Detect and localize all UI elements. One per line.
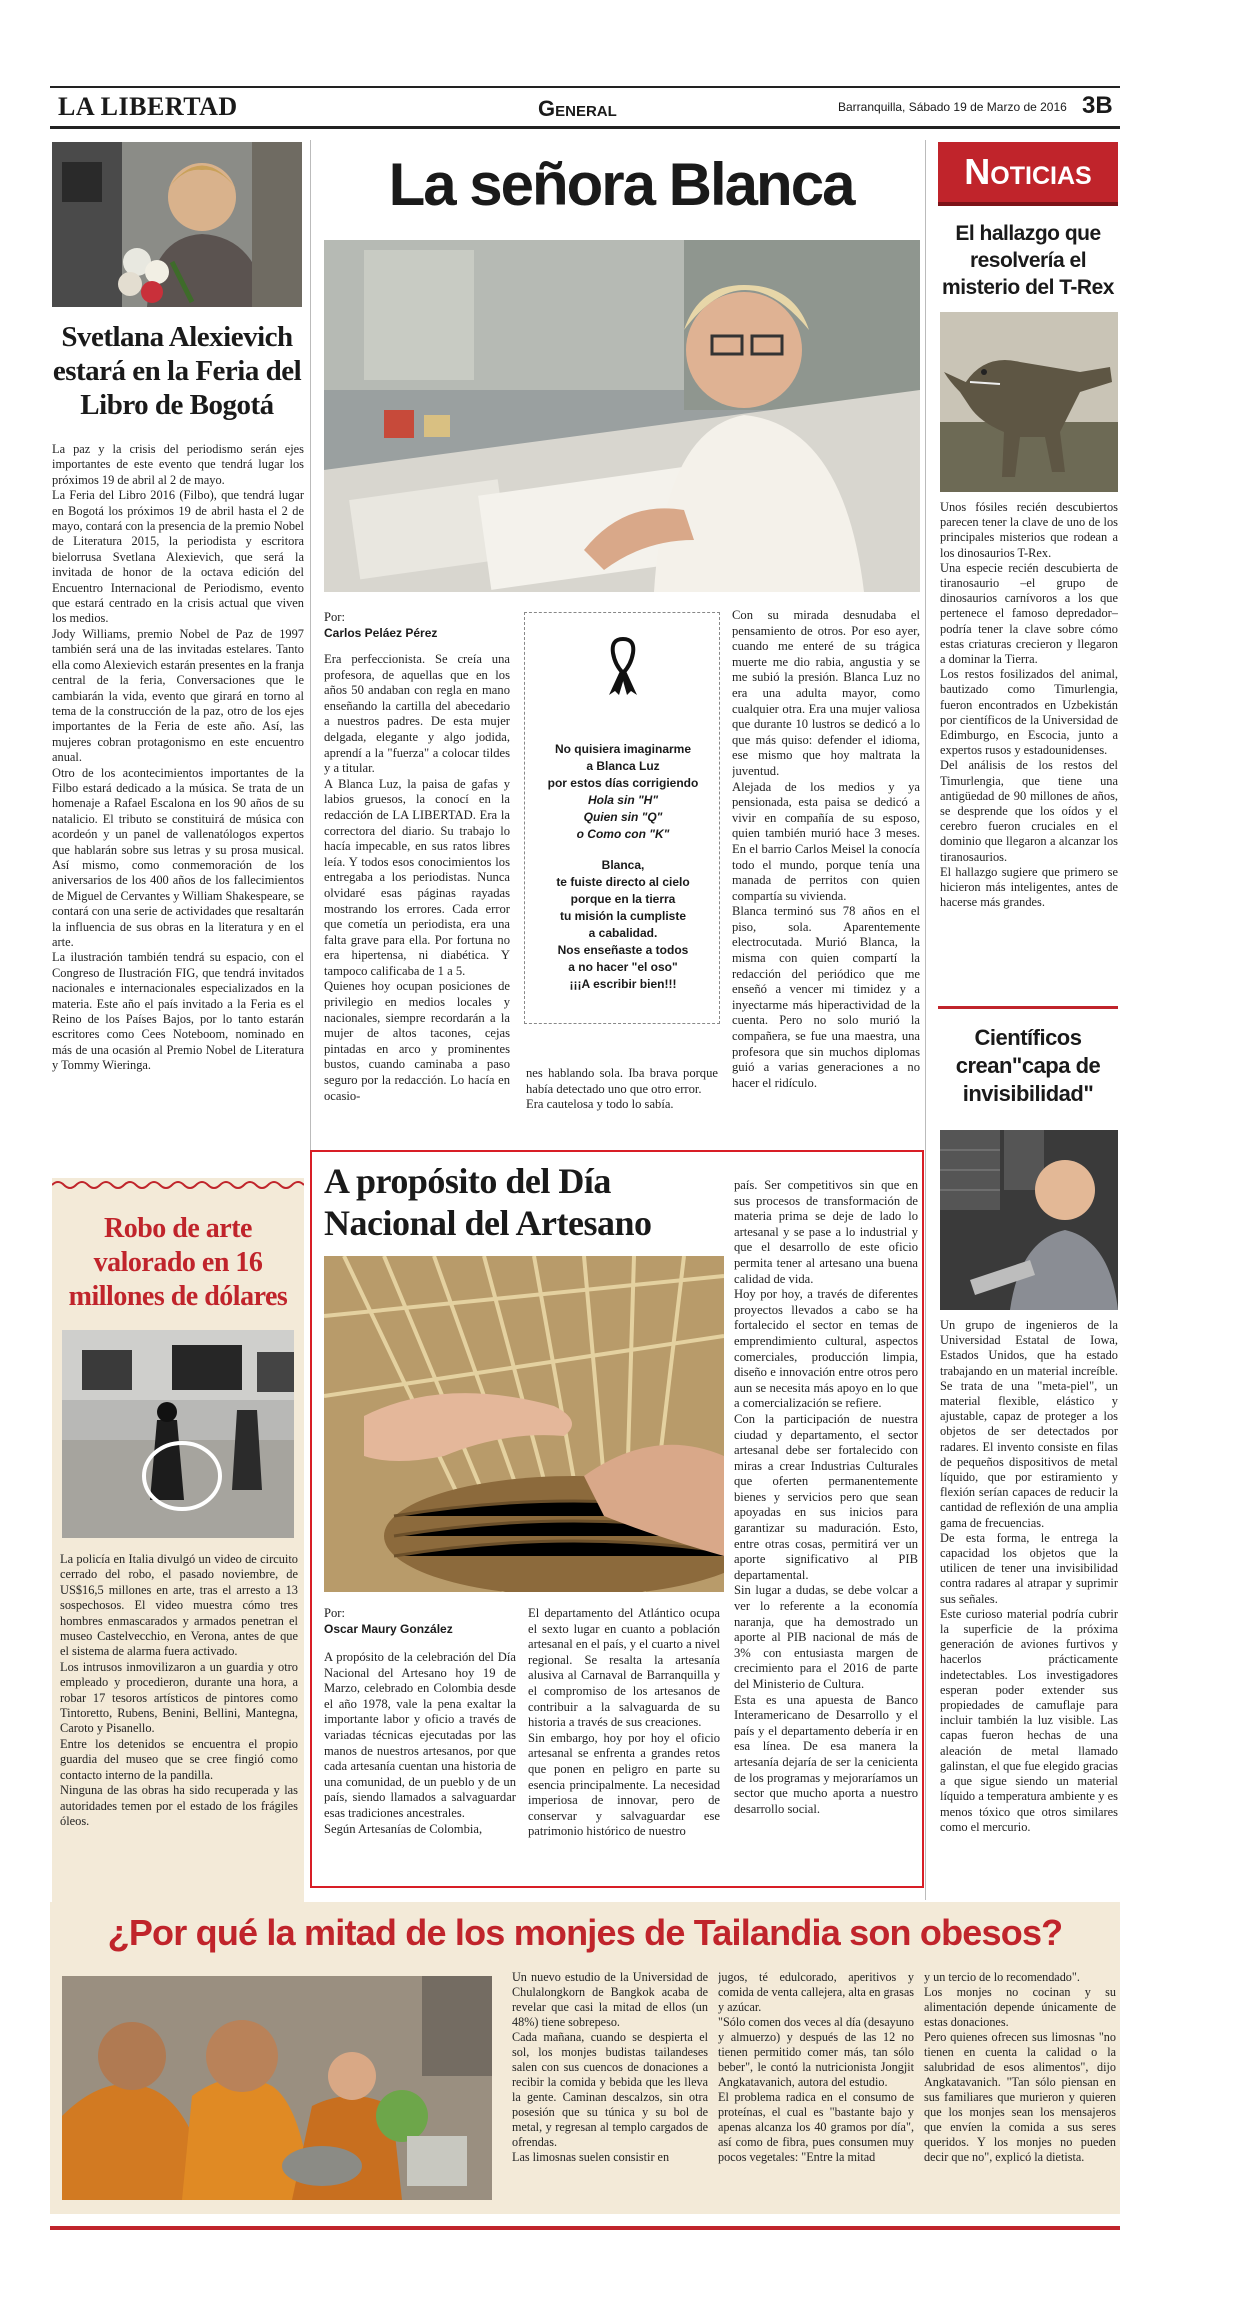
blanca-byline: Carlos Peláez Pérez [324,626,438,640]
robo-body: La policía en Italia divulgó un video de circuito cerrado del robo, el pasado noviembre, de US$16,5 millones en arte, tras el arresto a 13 sospechosos. El video muestra cómo tres hombres enmascarados y armados penetran el museo Castelvecchio, en Verona, antes de que el sistema de alarma fuera activado. Los intrusos inmovilizaron a un guardia y otro empleado y procedieron, durante una hora, a robar 17 tesoros artísticos de pintores como Tintoretto, Rubens, Benini, Bellini, Mantegna, Caroto y Pisanello. Entre los detenidos se encuentra el propio guardia del museo que se cree fingió como contacto interno de la pandilla. Ninguna de las obras ha sido recuperada y las autoridades temen por el estado de los frágiles óleos. [60,1552,298,1828]
quote-line: a no hacer "el oso" [568,960,678,974]
blanca-photo [324,240,920,592]
quote-line: Nos enseñaste a todos [557,943,689,957]
blanca-col1: Era perfeccionista. Se creía una profesora, de aquellas que en los años 50 andaban con regla en mano enseñando la cartilla del abecedario a nuestros padres. De esta mujer delgada, elegante y algo jodida, aprendí a la "fuerza" a colocar tildes y a titular. A Blanca Luz, la paisa de gafas y labios gruesos, la conocí en la redacción de LA LIBERTAD. Era la correctora del diario. Su trabajo lo hacía impecable, en sus ratos libres leía. Y todos esos conocimientos los entregaba a los periodistas. Nunca olvidaré esas páginas rayadas mostrando los errores. Cada error que cometía un periodista, era una falta grave para ella. Por fortuna no era hipertensa, ni diabética. Y tampoco calificaba de 1 a 5. Quienes hoy ocupan posiciones de privilegio en medios locales y nacionales, siempre recordarán a la mujer de altos tacones, cejas pintadas en arco y prominentes bustos, cuando caminaba a paso seguro por la redacción. Lo hacía en ocasio- [324,652,510,1103]
section-name: General [538,96,617,121]
column-divider [925,140,926,1900]
blanca-byline-block [324,610,437,641]
monjes-col1: Un nuevo estudio de la Universidad de Chulalongkorn de Bangkok acaba de revelar que casi la mitad de ellos (un 48%) tiene sobrepeso. Cada mañana, cuando se despierta el sol, los monjes budistas tailandeses salen con sus cuencos de donaciones a recibir la comida y bebida que les lleva la gente. Caminan descalzos, sin otra posesión que su túnica y su bol de metal, y regresan al templo cargados de ofrendas. Las limosnas suelen consistir en [512,1970,708,2164]
artesano-byline-label: Por: [324,1606,345,1620]
trex-photo [940,312,1118,492]
quote-line: o Como con "K" [576,827,670,841]
svetlana-photo [52,142,302,307]
monjes-col2: jugos, té edulcorado, aperitivos y comida de venta callejera, alta en grasas y azúcar. "Sólo comen dos veces al día (desayuno y almuerzo) y después de las 12 no tienen permitido comer más, tan sólo beber", le contó la nutricionista Jongjit Angkatavanich, autora del estudio. El problema radica en el consumo de proteínas, el cual es "bastante bajo y apenas alcanza los 40 gramos por día", así como de fibra, pues consumen muy pocos vegetales: "Entre la mitad [718,1970,914,2164]
blanca-col2-tail: nes hablando sola. Iba brava porque había detectado uno que otro error. Era cautelosa y todo lo sabía. [526,1066,718,1112]
ribbon-icon [605,633,641,697]
quote-line: No quisiera imaginarme [554,742,692,756]
artesano-headline: A propósito del Día Nacional del Artesano [324,1161,652,1243]
blanca-quote-box [524,612,720,1024]
quote-line: a cabalidad. [588,926,658,940]
robo-wavy-rule [52,1178,304,1192]
quote-line: ¡¡¡A escribir bien!!! [569,977,677,991]
robo-headline: Robo de arte valorado en 16 millones de dólares [68,1213,288,1312]
quote-line: Quien sin "Q" [583,810,663,824]
quote-line: te fuiste directo al cielo [556,875,690,889]
svetlana-headline: Svetlana Alexievich estará en la Feria del Libro de Bogotá [52,321,302,421]
cient-body: Un grupo de ingenieros de la Universidad Estatal de Iowa, Estados Unidos, que ha estado trabajando en un material increíble. Se trata de una "meta-piel", un material flexible, elástico y ajustable, capaz de proteger a los objetos de ser detectados por radares. El invento consiste en filas de pequeños dispositivos de metal líquido, que por estiramiento y flexión serían capaces de reducir la cantidad de reflexión de una amplia gama de frecuencias. De esta forma, le entrega la capacidad los objetos que la utilicen de tener una invisibilidad contra radares al atrapar y suprimir sus señales. Este curioso material podría cubrir la superficie de la próxima generación de aviones furtivos y hacerlos prácticamente indetectables. Los investigadores esperan poder extender sus propiedades de camuflaje para incluir también la luz visible. Las capas fueron hechas de una aleación de metal llamado galinstan, el que fue elegido gracias a que sigue siendo un material líquido a temperatura ambiente y es menos tóxico que otros similares como el mercurio. [940,1318,1118,1834]
column-divider [310,140,311,1160]
masthead [50,90,1120,124]
paper-name: LA LIBERTAD [58,92,238,121]
artesano-byline-block [324,1606,453,1637]
quote-line: Blanca, [601,858,645,872]
blanca-headline: La señora Blanca [388,151,854,218]
trex-body: Unos fósiles recién descubiertos parecen tener la clave de uno de los principales misterios que rodean a los dinosaurios T-Rex. Una especie recién descubierta de tiranosaurio –el grupo de dinosaurios carnívoros a los que pertenece el famoso depredador– podría tener la clave sobre cómo estas criaturas crecieron y llegaron a dominar la Tierra. Los restos fosilizados del animal, bautizado como Timurlengia, fueron encontrados en Uzbekistán por científicos de la Universidad de Edimburgo, en Escocia, junto a expertos rusos y estadounidenses. Del análisis de los restos del Timurlengia, que tiene una antigüedad de 90 millones de años, se desprende que los oídos y el cerebro fueron cruciales en el dominio que llegaron a alcanzar los tiranosaurios. El hallazgo sugiere que primero se hicieron más inteligentes, antes de hacerse más grandes. [940,500,1118,910]
quote-line [525,843,721,857]
blanca-quote-lines [525,741,721,993]
monjes-headline: ¿Por qué la mitad de los monjes de Tailandia son obesos? [107,1912,1063,1953]
dateline: Barranquilla, Sábado 19 de Marzo de 2016 [838,100,1067,114]
robo-cctv-photo [62,1330,294,1538]
quote-line: tu misión la cumpliste [559,909,687,923]
artesano-col2: El departamento del Atlántico ocupa el sexto lugar en cuanto a población artesanal en el país, y el cuarto a nivel regional. Se resalta la artesanía alusiva al Carnaval de Barranquilla y el compromiso de los artesanos de contribuir a la salvaguarda de su historia a través de sus creaciones. Sin embargo, hoy por hoy el oficio artesanal se enfrenta a grandes retos que ponen en peligro en parte su esencia principalmente. La necesidad imperiosa de innovar, pero de conservar y salvaguardar ese patrimonio histórico de nuestro [528,1606,720,1839]
quote-line: Hola sin "H" [587,793,659,807]
masthead-rule-top [50,86,1120,88]
trex-headline: El hallazgo que resolvería el misterio del T-Rex [942,222,1114,299]
quote-line: a Blanca Luz [586,759,660,773]
blanca-byline-label: Por: [324,610,345,624]
artesano-col3: país. Ser competitivos sin que en sus procesos de transformación de materia prima se deje de lado lo artesanal y se pase a lo industrial y que el desarrollo de este oficio permita tener al artesano una buena calidad de vida. Hoy por hoy, a través de diferentes proyectos llevados a cabo se ha fortalecido el sector en temas de emprendimiento cultural, aspectos comerciales, producción limpia, diseño e innovación entre otros pero aun se necesita más apoyo en lo que a comercialización se refiere. Con la participación de nuestra ciudad y departamento, el sector artesanal debe ser fortalecido con miras a crear Industrias Culturales que oferten permanentemente bienes y servicios pero que sean apoyadas en sus inicios para garantizar su maduración. Esto, entre otras cosas, permitirá ver un aporte significativo al PIB departamental. Sin lugar a dudas, se debe volcar a ver lo referente a la economía naranja, que ha demostrado un aporte al PIB nacional de más de 3% con entusiasta margen de crecimiento para el 2016 de parte del Ministerio de Cultura. Esta es una apuesta de Banco Interamericano de Desarrollo y el país y el departamento debería ir en esa línea. De esa manera la artesanía dejaría de ser la cenicienta de los programas y mejoraríamos un sector que mucho aporta a nuestro desarrollo social. [734,1178,918,1816]
monjes-photo [62,1976,492,2200]
noticias-label: Noticias [964,151,1092,192]
noticias-banner [938,142,1118,206]
quote-line: por estos días corrigiendo [547,776,699,790]
svetlana-body: La paz y la crisis del periodismo serán ejes importantes de este evento que tendrá lugar los próximos 19 de abril al 2 de mayo. La Feria del Libro 2016 (Filbo), que tendrá lugar en Bogotá los próximos 19 de abril hasta el 2 de mayo, contará con la presencia de la premio Nobel de Literatura 2015, la periodista y escritora bielorrusa Svetlana Alexievich, que será la invitada de honor de la octava edición del Encuentro Internacional de Periodismo, evento que estará centrado en la crisis actual que viven los medios. Jody Williams, premio Nobel de Paz de 1997 también será una de las invitadas estelares. Tanto ella como Alexievich estarán presentes en la franja central de la feria, Conversaciones que le cambiarán la vida, evento que girará en torno al tema de la construcción de la paz, otro de los ejes importantes de la Feria de este año. Así, las mujeres cobran protagonismo en este encuentro anual. Otro de los acontecimientos importantes de la Filbo estará dedicado a la música. Se trata de un homenaje a Rafael Escalona en los 90 años de su natalicio. El tributo se constituirá de música con acordeón y un panel de vallenatólogos expertos que hablarán sobre sus letras y su prosa musical. Así mismo, como conmemoración de los aniversarios de los 400 años de los fallecimientos de Miguel de Cervantes y William Shakespeare, se contará con una serie de actividades que resaltarán la influencia de sus obras en la literatura y en el arte. La ilustración también tendrá su espacio, con el Congreso de Ilustración FIG, que tendrá invitados nacionales e internacionales especializados en la materia. Este año el país invitado a la Feria es el Reino de los Países Bajos, por lo tanto estarán escritores como Cees Noteboom, nominado en más de una ocasión al Premio Nobel de Literatura y Tommy Wieringa. [52,442,304,1073]
cient-photo [940,1130,1118,1310]
artesano-byline: Oscar Maury González [324,1622,453,1636]
artesano-col1: A propósito de la celebración del Día Nacional del Artesano hoy 19 de Marzo, celebrado en Colombia desde el año 1978, vale la pena exaltar la importante labor y oficio a través de variadas técnicas ejecutadas por las manos de nuestros artesanos, por que cada artesanía cuentan una historia de una comunidad, de un pueblo y de un país, siendo llamados a salvaguardar esas tradiciones ancestrales. Según Artesanías de Colombia, [324,1650,516,1836]
page-number: 3B [1082,92,1113,119]
cient-rule [938,1006,1118,1009]
monjes-col3: y un tercio de lo recomendado". Los monjes no cocinan y su alimentación depende únicamente de estas donaciones. Pero quienes ofrecen sus limosnas "no tienen en cuenta la calidad o la salubridad de esos alimentos", dijo Angkatavanich. "Tan sólo piensan en sus familiares que murieron y quieren que los monjes sean los mensajeros que envíen la comida a sus seres queridos. Y los monjes no pueden decir que no", explicó la dietista. [924,1970,1116,2164]
artesano-photo [324,1256,724,1592]
footer-rule [50,2226,1120,2230]
blanca-col3: Con su mirada desnudaba el pensamiento de otros. Por eso ayer, cuando me enteré de su trágica muerte me dio rabia, angustia y se me subió la presión. Blanca Luz no era una adulta mayor, como cualquier otra. Era una mujer valiosa que durante 10 lustros se dedicó a lo que más quiso: defender el idioma, ese mismo que hoy maltrata la juventud. Alejada de los medios y ya pensionada, esta paisa se dedicó a vivir en compañía de su esposo, quien también murió hace 3 meses. En el barrio Carlos Meisel la conocía todo el mundo, porque tenía una manada de perritos con quien compartía su vivienda. Blanca terminó sus 78 años en el piso, sola. Aparentemente electrocutada. Murió Blanca, la misma con quien compartí la redacción del periódico que me enseñó a vencer mi timidez y a inyectarme más hiperactividad de la cuenta. Pero no solo murió la compañera, se fue una maestra, una profesora que sin muchos diplomas guió a varias generaciones a no hacer el ridículo. [732,608,920,1090]
cient-headline: Científicos crean"capa de invisibilidad" [955,1025,1101,1106]
quote-line: porque en la tierra [570,892,676,906]
masthead-rule-bottom [50,126,1120,129]
